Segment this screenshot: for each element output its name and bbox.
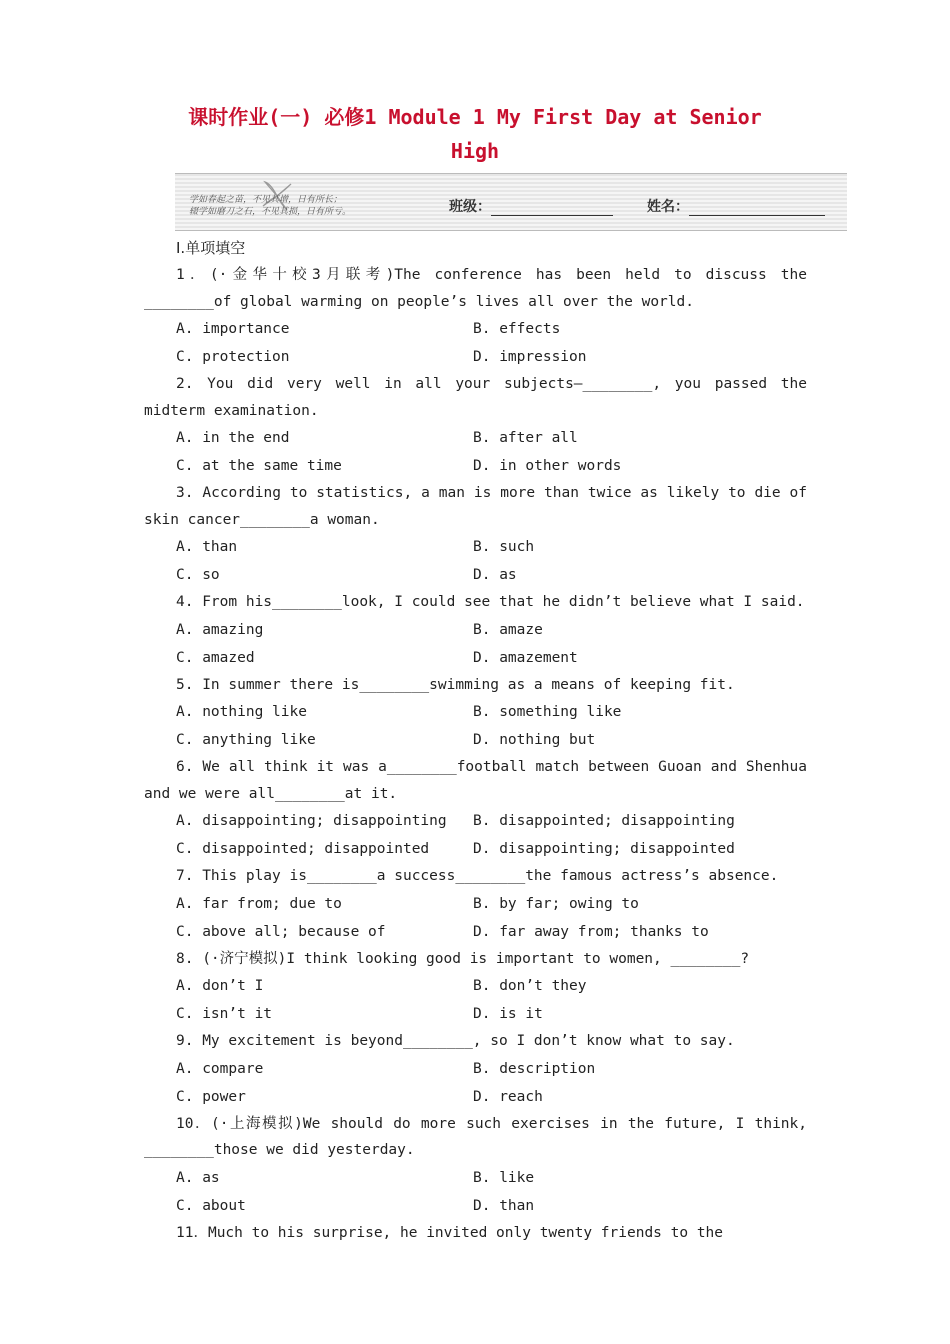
option-b[interactable]: B. such <box>473 539 535 555</box>
class-label: 班级： <box>449 199 491 215</box>
option-b[interactable]: B. by far; owing to <box>473 895 639 912</box>
option-b[interactable]: B. disappointed; disappointing <box>473 813 735 829</box>
class-blank[interactable] <box>491 199 613 216</box>
question-stem: 4. From his________look, I could see that he didn’t believe what I said. <box>176 594 805 610</box>
option-row <box>144 918 807 946</box>
option-row <box>144 1164 807 1192</box>
option-row <box>144 452 807 480</box>
motto <box>189 194 351 218</box>
option-c[interactable]: C. power <box>176 1088 246 1105</box>
option-d[interactable]: D. reach <box>473 1088 543 1105</box>
question-stem: 5. In summer there is________swimming as a means of keeping fit. <box>176 676 735 693</box>
option-c[interactable]: C. at the same time <box>176 458 342 474</box>
option-row <box>144 424 807 452</box>
option-a[interactable]: A. compare <box>176 1060 264 1077</box>
option-c[interactable]: C. isn’t it <box>176 1006 273 1022</box>
header-banner <box>175 173 847 231</box>
class-field[interactable] <box>449 196 613 216</box>
worksheet-title <box>0 100 950 168</box>
option-a[interactable]: A. as <box>176 1169 220 1186</box>
option-c[interactable]: C. anything like <box>176 732 316 748</box>
question-stem: 6. We all think it was a________football match between Guoan and Shenhua and we were all________at it. <box>144 759 807 802</box>
option-b[interactable]: B. effects <box>473 321 561 337</box>
option-d[interactable]: D. amazement <box>473 649 578 666</box>
worksheet-content <box>144 234 807 1246</box>
option-c[interactable]: C. protection <box>176 349 290 365</box>
option-row <box>144 315 807 343</box>
option-row <box>144 972 807 1000</box>
option-c[interactable]: C. above all; because of <box>176 923 386 940</box>
motto-line-1: 学如春起之苗，不见其增，日有所长； <box>189 195 343 205</box>
option-a[interactable]: A. disappointing; disappointing <box>176 813 447 829</box>
option-row <box>144 1192 807 1220</box>
option-a[interactable]: A. nothing like <box>176 704 307 720</box>
question-stem: 3. According to statistics, a man is more than twice as likely to die of skin cancer________a woman. <box>144 485 807 528</box>
option-d[interactable]: D. impression <box>473 349 587 365</box>
question-stem: 1．(·金华十校3月联考)The conference has been held to discuss the ________of global warming on people’s lives all over the world. <box>144 267 807 310</box>
option-c[interactable]: C. amazed <box>176 649 255 666</box>
option-a[interactable]: A. don’t I <box>176 978 264 994</box>
option-b[interactable]: B. like <box>473 1169 535 1186</box>
option-d[interactable]: D. than <box>473 1197 535 1214</box>
option-row <box>144 533 807 561</box>
question-stem: 8. (·济宁模拟)I think looking good is important to women, ________? <box>176 950 750 967</box>
option-c[interactable]: C. about <box>176 1197 246 1214</box>
name-blank[interactable] <box>689 199 825 216</box>
option-a[interactable]: A. importance <box>176 321 290 337</box>
option-b[interactable]: B. something like <box>473 704 622 720</box>
option-d[interactable]: D. as <box>473 567 517 583</box>
section-heading: Ⅰ.单项填空 <box>176 239 246 257</box>
option-b[interactable]: B. amaze <box>473 621 543 638</box>
option-row <box>144 726 807 754</box>
option-row <box>144 698 807 726</box>
name-field[interactable] <box>647 196 825 216</box>
option-d[interactable]: D. disappointing; disappointed <box>473 841 735 857</box>
option-b[interactable]: B. description <box>473 1060 596 1077</box>
option-row <box>144 890 807 918</box>
option-b[interactable]: B. don’t they <box>473 978 587 994</box>
option-row <box>144 343 807 371</box>
name-label: 姓名： <box>647 199 689 215</box>
question-stem: 9. My excitement is beyond________, so I don’t know what to say. <box>176 1033 735 1049</box>
option-a[interactable]: A. in the end <box>176 430 290 446</box>
title-line-1: 课时作业(一) 必修1 Module 1 My First Day at Senior <box>188 105 762 129</box>
option-row <box>144 1055 807 1083</box>
motto-line-2: 辍学如磨刀之石，不见其损，日有所亏。 <box>189 207 352 217</box>
question-stem: 2. You did very well in all your subjects—________, you passed the midterm examination. <box>144 376 807 419</box>
option-row <box>144 1083 807 1111</box>
option-row <box>144 1000 807 1028</box>
option-d[interactable]: D. is it <box>473 1006 543 1022</box>
option-a[interactable]: A. than <box>176 539 238 555</box>
option-row <box>144 616 807 644</box>
option-d[interactable]: D. in other words <box>473 458 622 474</box>
option-d[interactable]: D. nothing but <box>473 732 596 748</box>
option-c[interactable]: C. disappointed; disappointed <box>176 841 430 857</box>
option-c[interactable]: C. so <box>176 567 220 583</box>
option-a[interactable]: A. amazing <box>176 621 264 638</box>
question-stem: 10．(·上海模拟)We should do more such exercises in the future, I think, ________those we did yesterday. <box>144 1115 807 1158</box>
option-row <box>144 644 807 672</box>
question-stem: 11．Much to his surprise, he invited only twenty friends to the <box>176 1224 724 1241</box>
option-a[interactable]: A. far from; due to <box>176 895 342 912</box>
option-row <box>144 561 807 589</box>
question-stem: 7. This play is________a success________the famous actress’s absence. <box>176 868 779 884</box>
title-line-2: High <box>450 139 500 163</box>
option-row <box>144 807 807 835</box>
option-d[interactable]: D. far away from; thanks to <box>473 923 709 940</box>
option-b[interactable]: B. after all <box>473 430 578 446</box>
option-row <box>144 835 807 863</box>
